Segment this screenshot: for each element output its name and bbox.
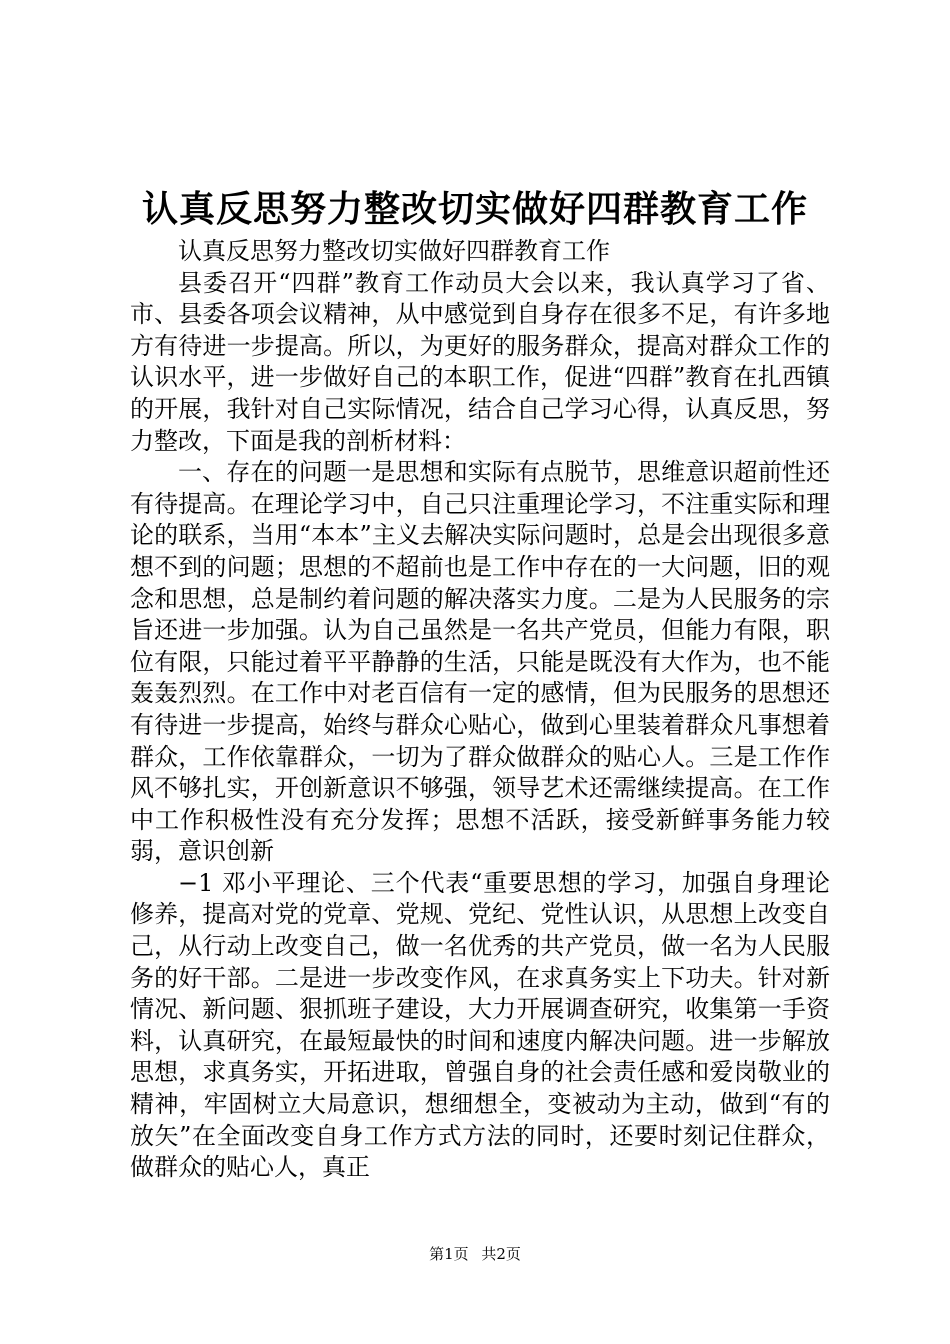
problems-paragraph: 一、存在的问题一是思想和实际有点脱节，思维意识超前性还有待提高。在理论学习中，自己只注重理论学习，不注重实际和理论的联系，当用“本本”主义去解决实际问题时，总是会出现很多意想不到的问题；思想的不超前也是工作中存在的一大问题，旧的观念和思想，总是制约着问题的解决落实力度。二是为人民服务的宗旨还进一步加强。认为自己虽然是一名共产党员，但能力有限，职位有限，只能过着平平静静的生活，只能是既没有大作为，也不能轰轰烈烈。在工作中对老百信有一定的感情，但为民服务的思想还有待进一步提高，始终与群众心贴心，做到心里装着群众凡事想着群众，工作依靠群众，一切为了群众做群众的贴心人。三是工作作风不够扎实，开创新意识不够强，领导艺术还需继续提高。在工作中工作积极性没有充分发挥；思想不活跃，接受新鲜事务能力较弱，意识创新 xyxy=(130,458,830,866)
subtitle-paragraph: 认真反思努力整改切实做好四群教育工作 xyxy=(178,237,610,265)
page-number: 第1页 xyxy=(429,1245,469,1263)
page-footer xyxy=(0,1244,950,1264)
intro-paragraph: 县委召开“四群”教育工作动员大会以来，我认真学习了省、市、县委各项会议精神，从中感觉到自身存在很多不足，有许多地方有待进一步提高。所以，为更好的服务群众，提高对群众工作的认识水平，进一步做好自己的本职工作，促进“四群”教育在扎西镇的开展，我针对自己实际情况，结合自己学习心得，认真反思，努力整改，下面是我的剖析材料： xyxy=(130,268,830,455)
document-title: 认真反思努力整改切实做好四群教育工作 xyxy=(141,188,808,230)
page-total: 共2页 xyxy=(481,1245,521,1263)
document-body xyxy=(130,236,830,1184)
measures-paragraph: −1 邓小平理论、三个代表“重要思想的学习，加强自身理论修养，提高对党的党章、党规、党纪、党性认识，从思想上改变自己，从行动上改变自己，做一名优秀的共产党员，做一名为人民服务的好干部。二是进一步改变作风，在求真务实上下功夫。针对新情况、新问题、狠抓班子建设，大力开展调查研究，收集第一手资料，认真研究，在最短最快的时间和速度内解决问题。进一步解放思想，求真务实，开拓进取，曾强自身的社会责任感和爱岗敬业的精神，牢固树立大局意识，想细想全，变被动为主动，做到“有的放矢”在全面改变自身工作方式方法的同时，还要时刻记住群众，做群众的贴心人，真正 xyxy=(130,868,830,1182)
